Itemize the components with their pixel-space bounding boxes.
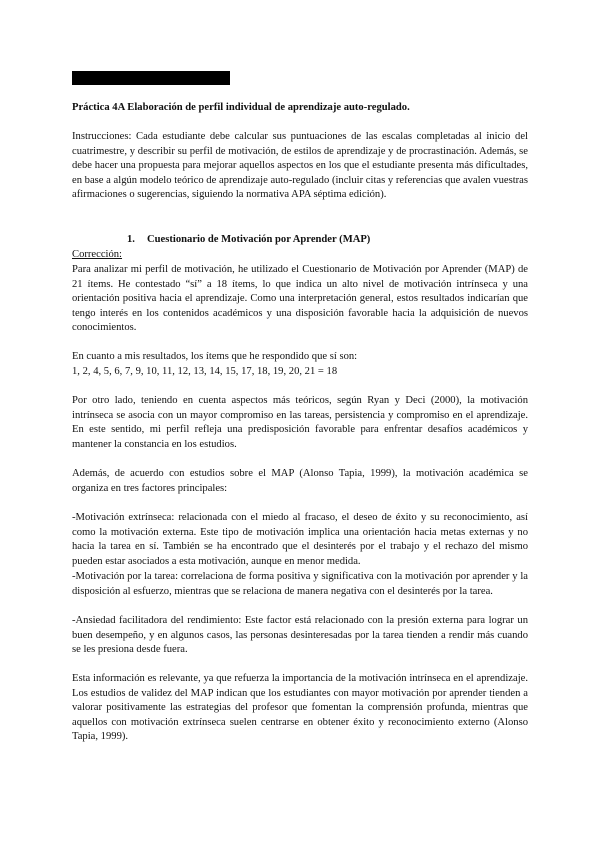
practice-title: Práctica 4A Elaboración de perfil individual de aprendizaje auto-regulado.	[72, 102, 410, 113]
instructions-paragraph: Instrucciones: Cada estudiante debe calcular sus puntuaciones de las escalas completadas al inicio del cuatrimestre, y describir su perfil de motivación, de estilos de aprendizaje y de procrastinación. Además, se debe hacer una propuesta para mejorar aquellos aspectos en los que el estudiante presenta más dificultades, en base a algún modelo teórico de aprendizaje auto-regulado (incluir citas y referencias que avalen vuestras afirmaciones o sugerencias, siguiendo la normativa APA séptima edición).	[72, 131, 528, 201]
section-heading	[127, 233, 527, 248]
section-number: 1.	[127, 234, 135, 245]
paragraph-relevance: Esta información es relevante, ya que refuerza la importancia de la motivación intrínseca en el aprendizaje. Los estudios de validez del MAP indican que los estudiantes con mayor motivación por aprender tienden a valorar positivamente las estrategias del profesor que fomentan la comprensión profunda, mientras que aquellos con motivación extrínseca suelen centrarse en obtener éxito y reconocimiento externo (Alonso Tapia, 1999).	[72, 673, 528, 743]
factor-extrinsic: -Motivación extrínseca: relacionada con el miedo al fracaso, el deseo de éxito y su reconocimiento, así como la motivación externa. Este tipo de motivación implica una orientación hacia metas externas y no hacia la tarea en sí. También se ha encontrado que el desinterés por el trabajo y el rechazo del mismo pueden estar asociados a esta motivación, aunque en menor medida.	[72, 512, 528, 567]
factor-task: -Motivación por la tarea: correlaciona de forma positiva y significativa con la motivación por aprender y la disposición al esfuerzo, mientras que se relaciona de manera negativa con el desinterés por la tarea.	[72, 571, 528, 597]
paragraph-profile: Para analizar mi perfil de motivación, he utilizado el Cuestionario de Motivación por Aprender (MAP) de 21 ítems. He contestado “sí” a 18 ítems, lo que indica un alto nivel de motivación intrínseca y una orientación positiva hacia el aprendizaje. Como una interpretación general, estos resultados indicarían que tengo interés en los contenidos académicos y una disposición favorable hacia la adquisición de nuevos conocimientos.	[72, 264, 528, 334]
paragraph-factors-intro: Además, de acuerdo con estudios sobre el MAP (Alonso Tapia, 1999), la motivación académica se organiza en tres factores principales:	[72, 468, 528, 494]
results-intro: En cuanto a mis resultados, los ítems que he respondido que sí son:	[72, 351, 358, 362]
factor-anxiety: -Ansiedad facilitadora del rendimiento: Este factor está relacionado con la presión externa para lograr un buen desempeño, y en algunos casos, las personas desinteresadas por la tarea tienden a rendir más cuando se les presiona desde fuera.	[72, 615, 528, 656]
paragraph-theory: Por otro lado, teniendo en cuenta aspectos más teóricos, según Ryan y Deci (2000), la motivación intrínseca se asocia con un mayor compromiso en las tareas, persistencia y compromiso en el aprendizaje. En este sentido, mi perfil refleja una predisposición favorable para enfrentar desafíos académicos y mantener la constancia en los estudios.	[72, 395, 528, 450]
redacted-name-bar	[72, 71, 230, 85]
section-title: Cuestionario de Motivación por Aprender (MAP)	[147, 234, 371, 245]
results-items: 1, 2, 4, 5, 6, 7, 9, 10, 11, 12, 13, 14, 15, 17, 18, 19, 20, 21 = 18	[72, 366, 338, 377]
correction-label: Corrección:	[72, 249, 123, 260]
